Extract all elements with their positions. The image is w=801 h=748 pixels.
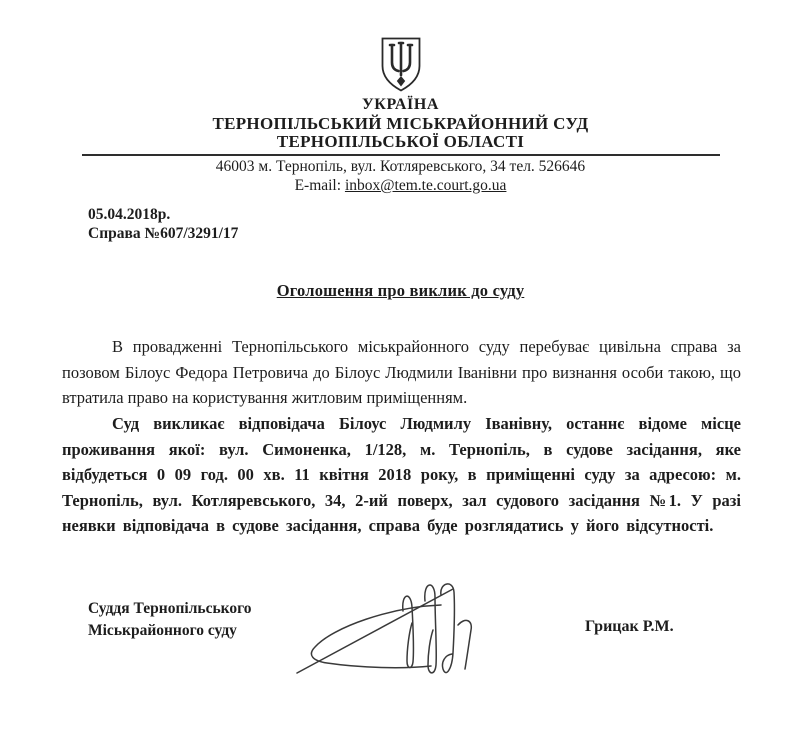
judge-role-line-1: Суддя Тернопільського xyxy=(88,600,252,617)
email-address: inbox@tem.te.court.go.ua xyxy=(344,177,507,194)
email-line xyxy=(0,176,801,195)
judge-role xyxy=(88,598,252,642)
body-paragraph-1: В провадженні Тернопільського міськрайонного суду перебуває цивільна справа за позовом Білоус Федора Петровича до Білоус Людмили Іванівни про визнання особи такою, що втратила право на користування житловим приміщенням. xyxy=(62,337,741,407)
ukraine-trident-emblem-icon xyxy=(378,36,424,93)
judge-handwritten-signature xyxy=(291,575,506,683)
body-paragraph-2: Суд викликає відповідача Білоус Людмилу Іванівну, останнє відоме місце проживання якої: вул. Симоненка, 1/128, м. Тернопіль, в судове засідання, яке відбудеться 0 09 год. 00 хв. 11 квітня 2018 року, в приміщенні суду за адресою: м. Тернопіль, вул. Котляревського, 34, 2-ий поверх, зал судового засідання №1. У разі неявки відповідача в судове засідання, справа буде розглядатись у його відсутності. xyxy=(62,414,741,535)
court-address: 46003 м. Тернопіль, вул. Котляревського, 34 тел. 526646 xyxy=(215,158,586,175)
judge-role-line-2: Міськрайонного суду xyxy=(88,622,237,639)
country-name: УКРАЇНА xyxy=(361,96,440,113)
court-name-line-1: ТЕРНОПІЛЬСЬКИЙ МІСЬКРАЙОННИЙ СУД xyxy=(212,114,589,133)
header-divider xyxy=(82,154,720,156)
document-date: 05.04.2018р. xyxy=(88,206,171,223)
court-name-line-2: ТЕРНОПІЛЬСЬКОЇ ОБЛАСТІ xyxy=(276,132,525,151)
document-header xyxy=(0,36,801,195)
judge-name: Грицак Р.М. xyxy=(585,618,674,635)
document-title: Оголошення про виклик до суду xyxy=(276,281,525,300)
email-label: E-mail: xyxy=(294,177,342,194)
case-number: Справа №607/3291/17 xyxy=(88,225,239,242)
document-meta xyxy=(88,205,238,243)
